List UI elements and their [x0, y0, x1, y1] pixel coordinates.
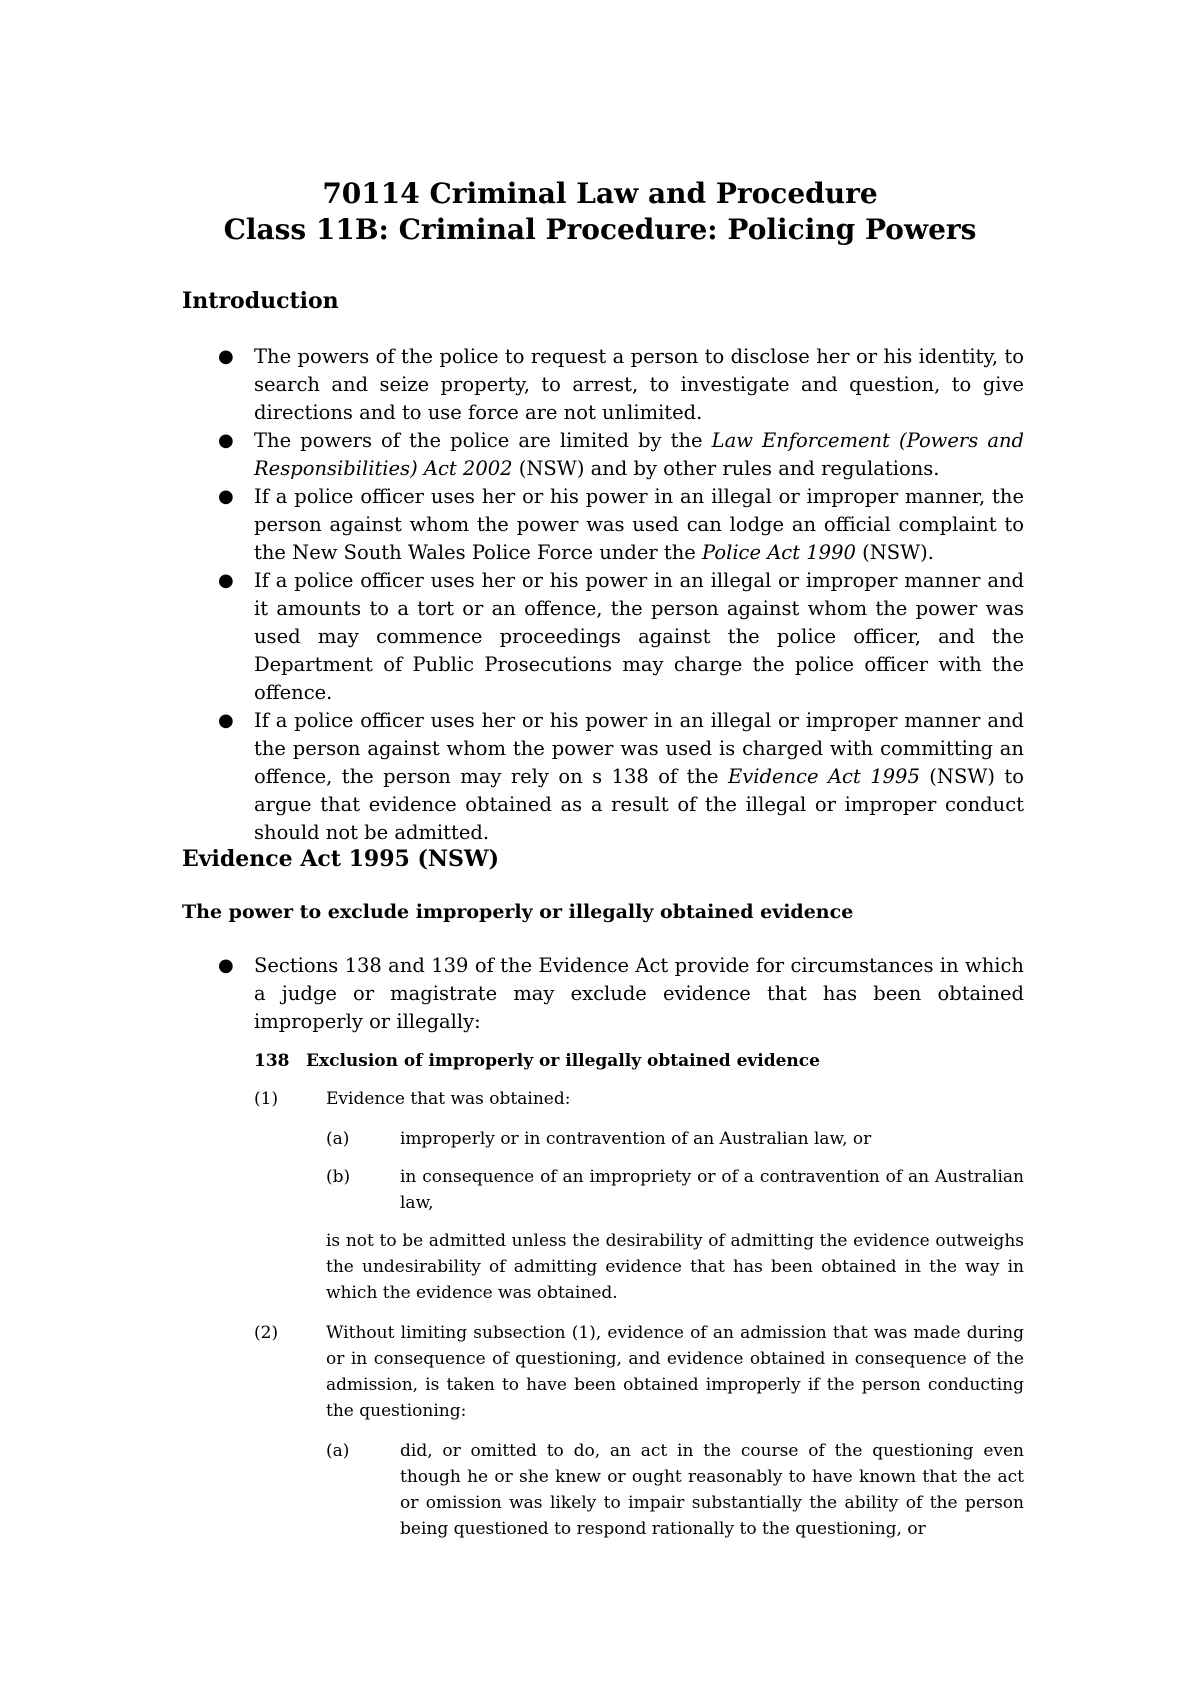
- list-item: ● The powers of the police to request a person to disclose her or his identity, to search and seize property, to arrest, to investigate and question, to give directions and to use force are not unlimited.: [218, 345, 1024, 424]
- class-title: Class 11B: Criminal Procedure: Policing Powers: [223, 213, 977, 246]
- paragraph-text: improperly or in contravention of an Australian law, or: [400, 1129, 872, 1149]
- bullet-icon: ●: [218, 346, 234, 367]
- paragraph-text: in consequence of an impropriety or of a contravention of an Australian law,: [400, 1167, 1024, 1213]
- list-item: ● The powers of the police are limited by the Law Enforcement (Powers and Responsibilities) Act 2002 (NSW) and by other rules and regulations.: [218, 429, 1024, 480]
- bullet-icon: ●: [218, 570, 234, 591]
- section-title: Exclusion of improperly or illegally obtained evidence: [306, 1051, 820, 1071]
- document-title: [0, 176, 1200, 248]
- bullet-icon: ●: [218, 430, 234, 451]
- list-item: ● If a police officer uses her or his power in an illegal or improper manner and the person against whom the power was used is charged with committing an offence, the person may rely on s 138 of the Evidence Act 1995 (NSW) to argue that evidence obtained as a result of the illegal or improper conduct should not be admitted.: [218, 709, 1024, 844]
- list-item: ● If a police officer uses her or his power in an illegal or improper manner, the person against whom the power was used can lodge an official complaint to the New South Wales Police Force under the Police Act 1990 (NSW).: [218, 485, 1024, 564]
- introduction-heading: Introduction: [182, 288, 339, 314]
- subsection-text: is not to be admitted unless the desirability of admitting the evidence outweighs the undesirability of admitting evidence that has been obtained in the way in which the evidence was obtained.: [326, 1231, 1024, 1303]
- act-title: Police Act 1990: [702, 541, 856, 564]
- evidence-act-heading: Evidence Act 1995 (NSW): [182, 846, 500, 872]
- evidence-act-list: [182, 952, 1024, 1036]
- subsection-text: Evidence that was obtained:: [326, 1089, 571, 1109]
- bullet-icon: ●: [218, 486, 234, 507]
- course-title: 70114 Criminal Law and Procedure: [322, 177, 878, 210]
- list-item: ● If a police officer uses her or his power in an illegal or improper manner and it amounts to a tort or an offence, the person against whom the power was used may commence proceedings against the police officer, and the Department of Public Prosecutions may charge the police officer with the offence.: [218, 569, 1024, 704]
- section-heading: [254, 1048, 820, 1074]
- paragraph-label: (a): [326, 1129, 350, 1149]
- introduction-list: [182, 343, 1024, 847]
- subsection-text: Without limiting subsection (1), evidence of an admission that was made during or in consequence of questioning, and evidence obtained in consequence of the admission, is taken to have been obtained improperly if the person conducting the questioning:: [326, 1323, 1024, 1421]
- subsection-label: (1): [254, 1089, 279, 1109]
- section-number: 138: [254, 1051, 290, 1071]
- list-item: ● Sections 138 and 139 of the Evidence Act provide for circumstances in which a judge or magistrate may exclude evidence that has been obtained improperly or illegally:: [218, 954, 1024, 1033]
- act-title: Evidence Act 1995: [727, 765, 920, 788]
- exclusion-power-subheading: The power to exclude improperly or illegally obtained evidence: [182, 901, 854, 923]
- bullet-icon: ●: [218, 710, 234, 731]
- paragraph-text: did, or omitted to do, an act in the course of the questioning even though he or she knew or ought reasonably to have known that the act or omission was likely to impair substantially the ability of the person being questioned to respond rationally to the questioning, or: [400, 1441, 1024, 1539]
- act-title: Law Enforcement (Powers and Responsibilities) Act 2002: [254, 429, 1024, 480]
- subsection-label: (2): [254, 1323, 279, 1343]
- bullet-icon: ●: [218, 955, 234, 976]
- paragraph-label: (a): [326, 1441, 350, 1461]
- paragraph-label: (b): [326, 1167, 351, 1187]
